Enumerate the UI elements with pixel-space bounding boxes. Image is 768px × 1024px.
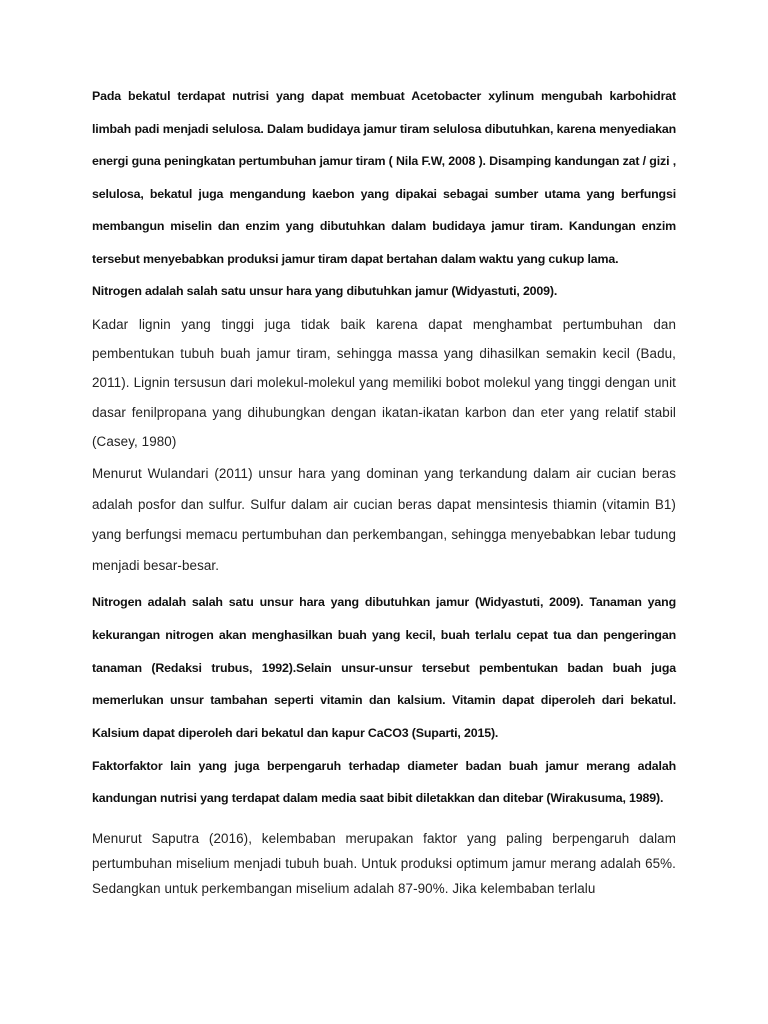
paragraph-nitrogen-long: Nitrogen adalah salah satu unsur hara yang dibutuhkan jamur (Widyastuti, 2009). Tanaman yang kekurangan nitrogen akan menghasilkan buah yang kecil, buah terlalu cepat tua dan pengeringan tanaman (Redaksi trubus, 1992).Selain unsur-unsur tersebut pembentukan badan buah juga memerlukan unsur tambahan seperti vitamin dan kalsium. Vitamin dapat diperoleh dari bekatul. Kalsium dapat diperoleh dari bekatul dan kapur CaCO3 (Suparti, 2015). bbox=[92, 595, 676, 740]
paragraph-wulandari: Menurut Wulandari (2011) unsur hara yang dominan yang terkandung dalam air cucian beras adalah posfor dan sulfur. Sulfur dalam air cucian beras dapat mensintesis thiamin (vitamin B1) yang berfungsi memacu pertumbuhan dan perkembangan, sehingga menyebabkan lebar tudung menjadi besar-besar. bbox=[92, 466, 676, 573]
paragraph-kadar-lignin: Kadar lignin yang tinggi juga tidak baik karena dapat menghambat pertumbuhan dan pembentukan tubuh buah jamur tiram, sehingga massa yang dihasilkan semakin kecil (Badu, 2011). Lignin tersusun dari molekul-molekul yang memiliki bobot molekul yang tinggi dengan unit dasar fenilpropana yang dihubungkan dengan ikatan-ikatan karbon dan eter yang relatif stabil (Casey, 1980) bbox=[92, 317, 676, 449]
paragraph-bekatul-nutrisi: Pada bekatul terdapat nutrisi yang dapat membuat Acetobacter xylinum mengubah karbohidrat limbah padi menjadi selulosa. Dalam budidaya jamur tiram selulosa dibutuhkan, karena menyediakan energi guna peningkatan pertumbuhan jamur tiram ( Nila F.W, 2008 ). Disamping kandungan zat / gizi , selulosa, bekatul juga mengandung kaebon yang dipakai sebagai sumber utama yang berfungsi membangun miselin dan enzim yang dibutuhkan dalam budidaya jamur tiram. Kandungan enzim tersebut menyebabkan produksi jamur tiram dapat bertahan dalam waktu yang cukup lama. bbox=[92, 89, 676, 266]
paragraph-nitrogen-short: Nitrogen adalah salah satu unsur hara yang dibutuhkan jamur (Widyastuti, 2009). bbox=[92, 284, 558, 298]
paragraph-saputra: Menurut Saputra (2016), kelembaban merupakan faktor yang paling berpengaruh dalam pertumbuhan miselium menjadi tubuh buah. Untuk produksi optimum jamur merang adalah 65%. Sedangkan untuk perkembangan miselium adalah 87-90%. Jika kelembaban terlalu bbox=[92, 831, 676, 896]
paragraph-faktor-lain: Faktorfaktor lain yang juga berpengaruh terhadap diameter badan buah jamur merang adalah kandungan nutrisi yang terdapat dalam media saat bibit diletakkan dan ditebar (Wirakusuma, 1989). bbox=[92, 759, 676, 806]
document-page bbox=[92, 80, 676, 902]
